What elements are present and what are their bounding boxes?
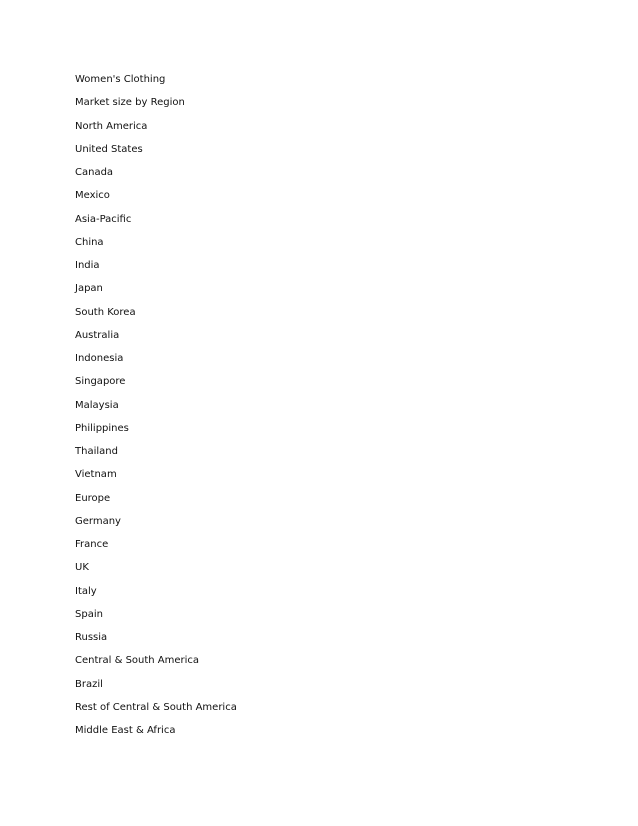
country-japan: Japan: [75, 283, 103, 295]
country-singapore: Singapore: [75, 376, 126, 388]
country-philippines: Philippines: [75, 422, 129, 434]
document-subtitle: Market size by Region: [75, 97, 185, 109]
country-brazil: Brazil: [75, 678, 103, 690]
country-canada: Canada: [75, 167, 114, 178]
country-russia: Russia: [75, 632, 108, 643]
country-south-korea: South Korea: [75, 306, 136, 318]
region-list: [75, 73, 237, 747]
country-australia: Australia: [75, 329, 120, 341]
country-france: France: [75, 539, 109, 550]
region-heading-middle-east-africa: Middle East & Africa: [75, 725, 176, 736]
country-rest-of-central-south-america: Rest of Central & South America: [75, 701, 237, 713]
country-indonesia: Indonesia: [75, 353, 124, 364]
country-mexico: Mexico: [75, 190, 110, 202]
country-thailand: Thailand: [75, 446, 118, 457]
country-malaysia: Malaysia: [75, 399, 119, 411]
country-united-states: United States: [75, 143, 143, 155]
document-title: Women's Clothing: [75, 74, 166, 85]
country-china: China: [75, 236, 104, 248]
country-india: India: [75, 260, 100, 271]
country-uk: UK: [75, 562, 89, 574]
region-heading-central-south-america: Central & South America: [75, 655, 200, 667]
country-italy: Italy: [75, 585, 97, 597]
region-heading-europe: Europe: [75, 492, 111, 504]
region-heading-north-america: North America: [75, 120, 148, 132]
country-spain: Spain: [75, 608, 103, 620]
region-heading-asia-pacific: Asia-Pacific: [75, 213, 132, 225]
country-germany: Germany: [75, 515, 121, 527]
country-vietnam: Vietnam: [75, 469, 117, 481]
